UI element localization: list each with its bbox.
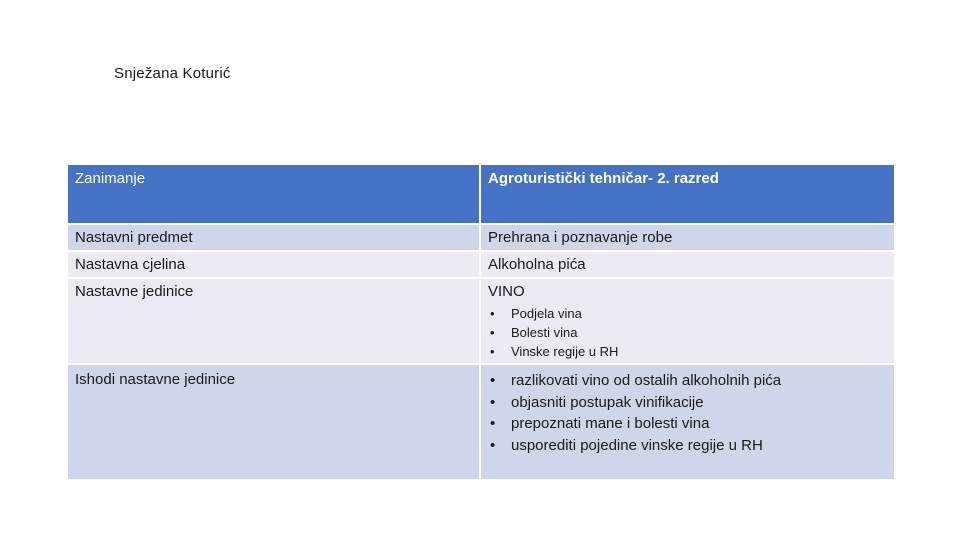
bullet-icon: • (490, 306, 495, 321)
bullet-icon: • (490, 393, 496, 411)
row-value-outcomes (480, 364, 895, 480)
table-row (67, 164, 895, 224)
bullet-icon: • (490, 436, 496, 454)
list-item: • Podjela vina (490, 306, 582, 321)
table-row (67, 224, 895, 251)
row-label-unit: Nastavna cjelina (67, 251, 480, 278)
author-name: Snježana Koturić (114, 65, 231, 82)
bullet-icon: • (490, 325, 495, 340)
row-value-subject: Prehrana i poznavanje robe (480, 224, 895, 251)
outcomes-list (488, 370, 887, 456)
list-item: • prepoznati mane i bolesti vina (488, 413, 887, 435)
lesson-info-table (66, 163, 896, 481)
list-item: • Bolesti vina (490, 325, 578, 340)
bullet-icon: • (490, 344, 495, 359)
table-row (67, 364, 895, 480)
row-value-unit: Alkoholna pića (480, 251, 895, 278)
bullet-icon: • (490, 372, 496, 389)
table-row (67, 278, 895, 364)
row-label-subject: Nastavni predmet (67, 224, 480, 251)
lessons-heading: VINO (488, 283, 525, 300)
row-label-occupation: Zanimanje (67, 164, 480, 224)
lessons-list (488, 304, 887, 361)
bullet-icon: • (490, 415, 496, 432)
row-label-outcomes: Ishodi nastavne jedinice (67, 364, 480, 480)
row-value-occupation: Agroturistički tehničar- 2. razred (480, 164, 895, 224)
list-item: • usporediti pojedine vinske regije u RH (488, 435, 887, 457)
list-item: • Vinske regije u RH (490, 344, 619, 359)
row-value-lessons (480, 278, 895, 364)
list-item: • objasniti postupak vinifikacije (488, 392, 887, 414)
table-row (67, 251, 895, 278)
row-label-lessons: Nastavne jedinice (67, 278, 480, 364)
list-item: • razlikovati vino od ostalih alkoholnih pića (488, 370, 887, 392)
